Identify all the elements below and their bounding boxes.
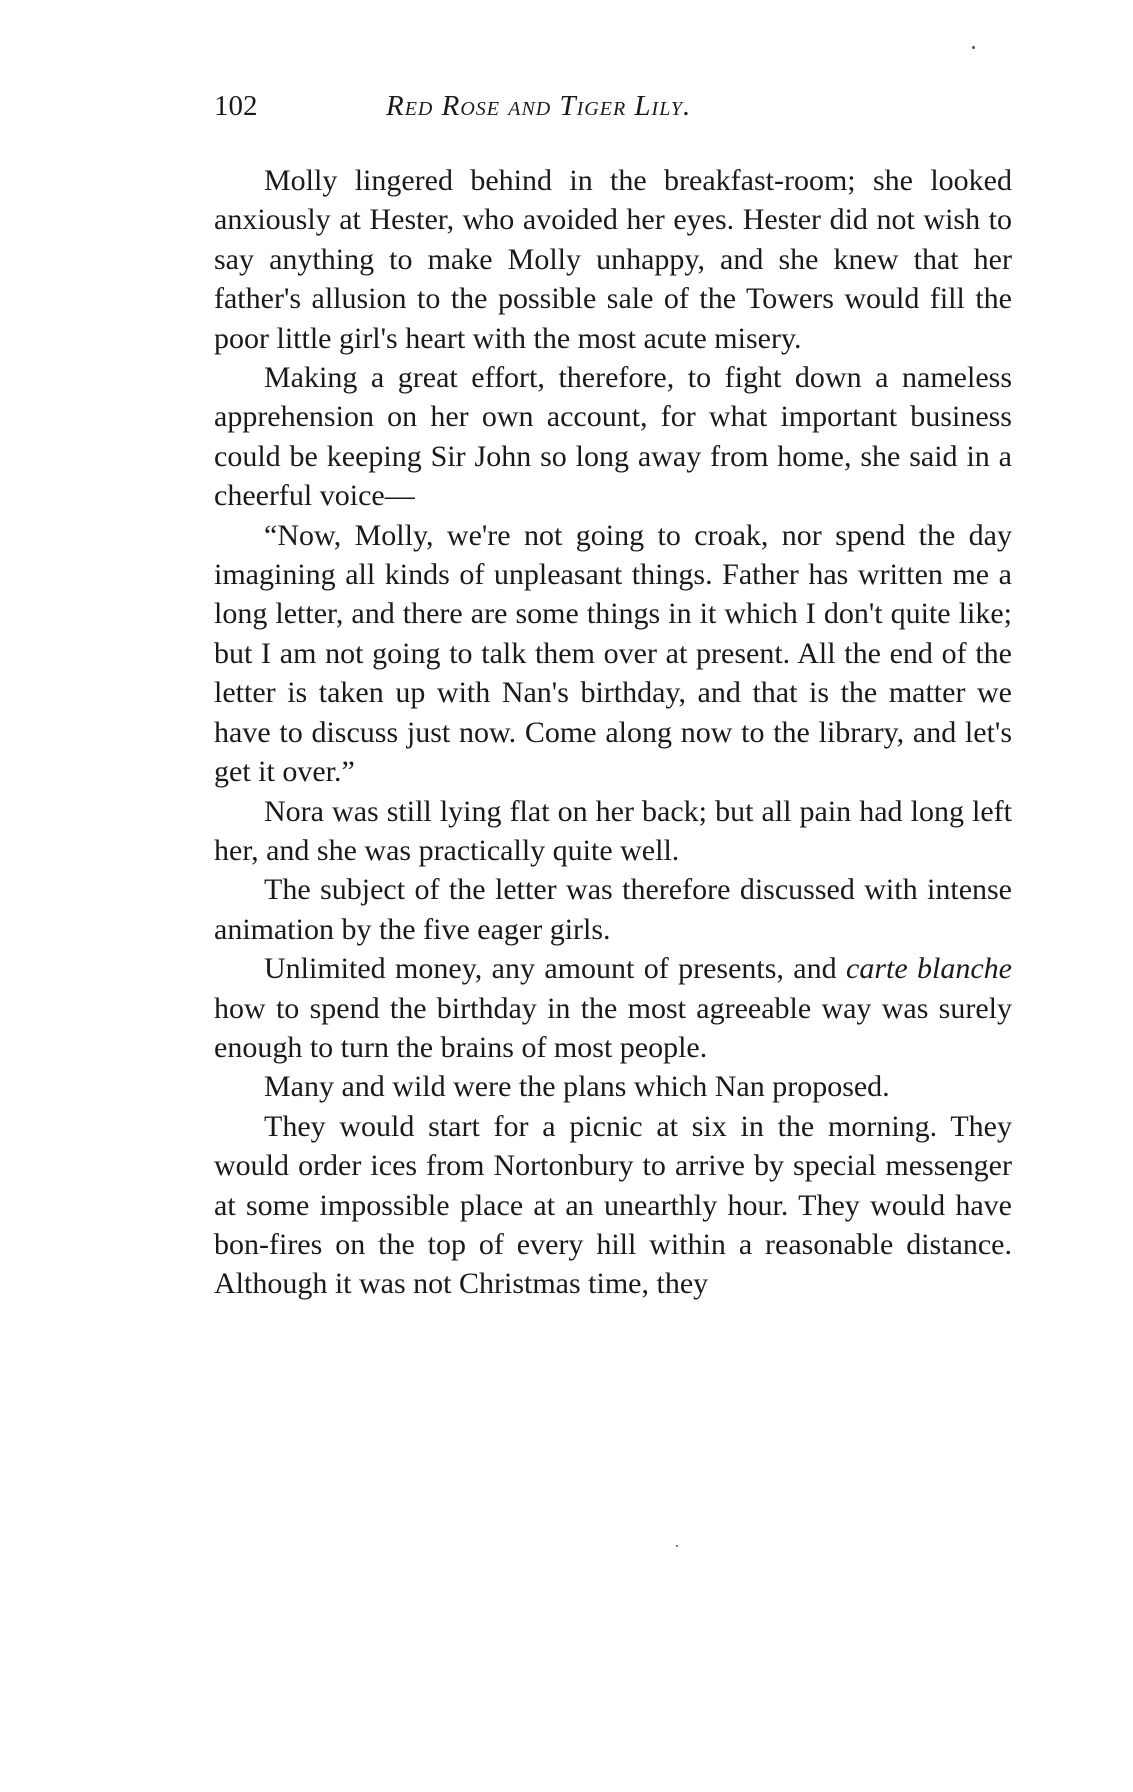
paragraph-hester-speech: “Now, Molly, we're not going to croak, nor spend the day imagining all kinds of unpleasant things. Father has written me a long letter, and there are some things in it which I don't quite like; but I am not going to talk them over at present. All the end of the letter is taken up with Nan's birthday, and that is the matter we have to discuss just now. Come along now to the library, and let's get it over.” — [214, 518, 1012, 789]
paragraph-molly-lingered: Molly lingered behind in the breakfast-room; she looked anxiously at Hester, who avoided her eyes. Hester did not wish to say anything to make Molly unhappy, and she knew that her father's allusion to the possible sale of the Towers would fill the poor little girl's heart with the most acute misery. — [214, 164, 1012, 355]
paragraph-picnic: They would start for a picnic at six in the morning. They would order ices from Nortonbury to arrive by special messenger at some impossible place at an unearthly hour. They would have bon-fires on the top of every hill within a reasonable distance. Although it was not Christmas time, they — [214, 1109, 1012, 1301]
running-head — [214, 86, 914, 126]
paragraph-unlimited-money — [214, 949, 1012, 1067]
stray-ink-mark — [972, 46, 975, 49]
stray-ink-mark — [676, 1545, 678, 1547]
italic-phrase: carte blanche — [846, 952, 1012, 986]
running-title: Red Rose and Tiger Lily. — [386, 90, 692, 122]
body-text — [214, 161, 1012, 1304]
paragraph-great-effort: Making a great effort, therefore, to fight down a nameless apprehension on her own account, for what important business could be keeping Sir John so long away from home, she said in a cheerful voice— — [214, 361, 1012, 513]
paragraph-nora-back: Nora was still lying flat on her back; but all pain had long left her, and she was practically quite well. — [214, 794, 1012, 867]
paragraph-subject-discussed: The subject of the letter was therefore discussed with intense animation by the five eager girls. — [214, 873, 1012, 946]
paragraph-tail-text: how to spend the birthday in the most agreeable way was surely enough to turn the brains of most people. — [214, 991, 1012, 1064]
paragraph-lead-text: Unlimited money, any amount of presents, and — [264, 952, 846, 986]
paragraph-wild-plans: Many and wild were the plans which Nan proposed. — [264, 1070, 890, 1104]
page-number: 102 — [214, 90, 258, 122]
